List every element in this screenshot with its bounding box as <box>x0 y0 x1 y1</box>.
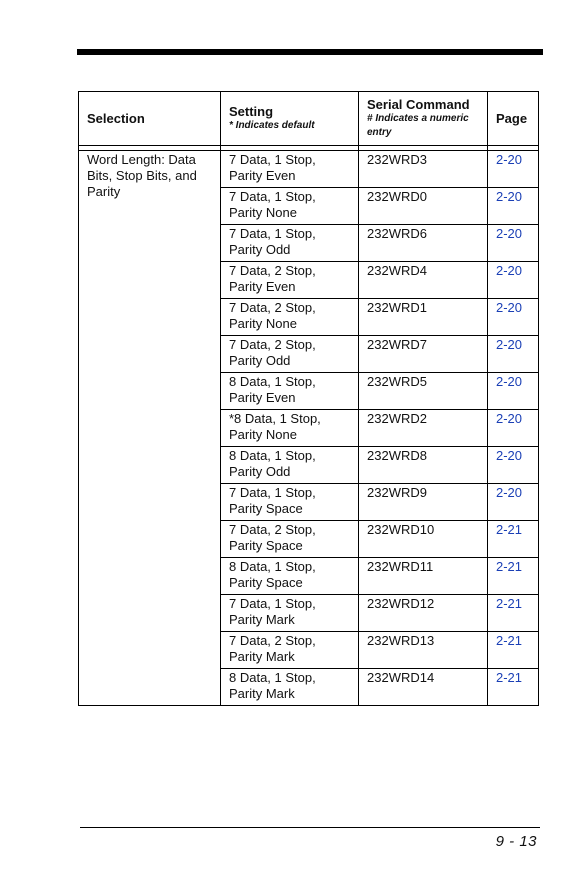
serial-command-cell: 232WRD8 <box>359 447 488 484</box>
setting-cell <box>221 447 359 484</box>
page-cell <box>488 410 539 447</box>
page-cell <box>488 558 539 595</box>
setting-cell <box>221 484 359 521</box>
serial-command-cell: 232WRD3 <box>359 151 488 188</box>
page-cell <box>488 299 539 336</box>
serial-command-cell: 232WRD4 <box>359 262 488 299</box>
setting-cell <box>221 595 359 632</box>
numeric-entry-note: # Indicates a numeric entry <box>367 113 469 138</box>
header-setting: Setting * Indicates default <box>221 92 359 146</box>
setting-line-1: 7 Data, 2 Stop, <box>229 337 316 352</box>
serial-command-cell: 232WRD2 <box>359 410 488 447</box>
table-header-row <box>79 92 539 146</box>
setting-cell <box>221 521 359 558</box>
serial-command-cell: 232WRD13 <box>359 632 488 669</box>
setting-line-1: 7 Data, 1 Stop, <box>229 596 316 611</box>
setting-line-1: 7 Data, 1 Stop, <box>229 226 316 241</box>
setting-line-1: 7 Data, 2 Stop, <box>229 300 316 315</box>
setting-cell <box>221 558 359 595</box>
setting-cell <box>221 632 359 669</box>
serial-command-cell: 232WRD10 <box>359 521 488 558</box>
serial-command-cell: 232WRD14 <box>359 669 488 706</box>
page-link[interactable]: 2-21 <box>496 670 523 685</box>
setting-cell <box>221 336 359 373</box>
serial-command-cell: 232WRD0 <box>359 188 488 225</box>
setting-line-2: Parity None <box>229 427 297 442</box>
setting-line-1: *8 Data, 1 Stop, <box>229 411 321 426</box>
page-cell <box>488 632 539 669</box>
page-cell <box>488 262 539 299</box>
table-body <box>79 151 539 706</box>
page-cell <box>488 521 539 558</box>
header-rule <box>77 49 543 55</box>
page-cell <box>488 484 539 521</box>
page-link[interactable]: 2-20 <box>496 226 523 241</box>
setting-cell <box>221 225 359 262</box>
setting-line-1: 7 Data, 2 Stop, <box>229 633 316 648</box>
setting-cell <box>221 669 359 706</box>
page-link[interactable]: 2-20 <box>496 189 523 204</box>
page-link[interactable]: 2-20 <box>496 263 523 278</box>
serial-command-cell: 232WRD1 <box>359 299 488 336</box>
setting-cell <box>221 262 359 299</box>
setting-line-1: 8 Data, 1 Stop, <box>229 448 316 463</box>
setting-line-1: 8 Data, 1 Stop, <box>229 374 316 389</box>
setting-line-1: 7 Data, 2 Stop, <box>229 263 316 278</box>
page-link[interactable]: 2-21 <box>496 559 523 574</box>
serial-command-cell: 232WRD5 <box>359 373 488 410</box>
serial-command-cell: 232WRD11 <box>359 558 488 595</box>
header-selection: Selection <box>79 92 221 146</box>
serial-command-cell: 232WRD7 <box>359 336 488 373</box>
page-link[interactable]: 2-21 <box>496 633 523 648</box>
setting-cell <box>221 151 359 188</box>
setting-line-2: Parity Mark <box>229 649 295 664</box>
page-cell <box>488 373 539 410</box>
setting-line-1: 8 Data, 1 Stop, <box>229 670 316 685</box>
setting-line-2: Parity Odd <box>229 464 291 479</box>
page-link[interactable]: 2-20 <box>496 300 523 315</box>
serial-command-cell: 232WRD9 <box>359 484 488 521</box>
page-cell <box>488 669 539 706</box>
selection-cell: Word Length: Data Bits, Stop Bits, and Parity <box>79 151 221 706</box>
setting-line-2: Parity None <box>229 205 297 220</box>
setting-cell <box>221 373 359 410</box>
setting-cell <box>221 410 359 447</box>
serial-command-cell: 232WRD6 <box>359 225 488 262</box>
page-link[interactable]: 2-20 <box>496 485 523 500</box>
setting-line-2: Parity None <box>229 316 297 331</box>
setting-line-2: Parity Mark <box>229 612 295 627</box>
footer-rule <box>80 827 540 828</box>
setting-line-1: 8 Data, 1 Stop, <box>229 559 316 574</box>
page-link[interactable]: 2-20 <box>496 337 523 352</box>
setting-line-2: Parity Odd <box>229 242 291 257</box>
table-row <box>79 151 539 188</box>
setting-line-1: 7 Data, 1 Stop, <box>229 485 316 500</box>
setting-line-2: Parity Even <box>229 279 296 294</box>
setting-cell <box>221 299 359 336</box>
setting-line-2: Parity Space <box>229 538 303 553</box>
page-number: 9 - 13 <box>495 833 537 850</box>
setting-line-2: Parity Even <box>229 390 296 405</box>
setting-line-2: Parity Mark <box>229 686 295 701</box>
page-link[interactable]: 2-20 <box>496 448 523 463</box>
setting-line-1: 7 Data, 2 Stop, <box>229 522 316 537</box>
setting-line-1: 7 Data, 1 Stop, <box>229 189 316 204</box>
header-page: Page <box>488 92 539 146</box>
setting-line-2: Parity Space <box>229 575 303 590</box>
page-cell <box>488 225 539 262</box>
default-note: * Indicates default <box>229 120 315 131</box>
page-link[interactable]: 2-21 <box>496 596 523 611</box>
setting-line-1: 7 Data, 1 Stop, <box>229 152 316 167</box>
header-serial-command: Serial Command # Indicates a numeric entry <box>359 92 488 146</box>
setting-line-2: Parity Odd <box>229 353 291 368</box>
page-link[interactable]: 2-20 <box>496 411 523 426</box>
page-cell <box>488 595 539 632</box>
serial-command-cell: 232WRD12 <box>359 595 488 632</box>
serial-settings-table <box>78 91 539 706</box>
page-link[interactable]: 2-21 <box>496 522 523 537</box>
page-cell <box>488 336 539 373</box>
setting-line-2: Parity Space <box>229 501 303 516</box>
page-cell <box>488 447 539 484</box>
page-cell <box>488 151 539 188</box>
page-link[interactable]: 2-20 <box>496 152 523 167</box>
setting-line-2: Parity Even <box>229 168 296 183</box>
setting-cell <box>221 188 359 225</box>
page-cell <box>488 188 539 225</box>
page-link[interactable]: 2-20 <box>496 374 523 389</box>
